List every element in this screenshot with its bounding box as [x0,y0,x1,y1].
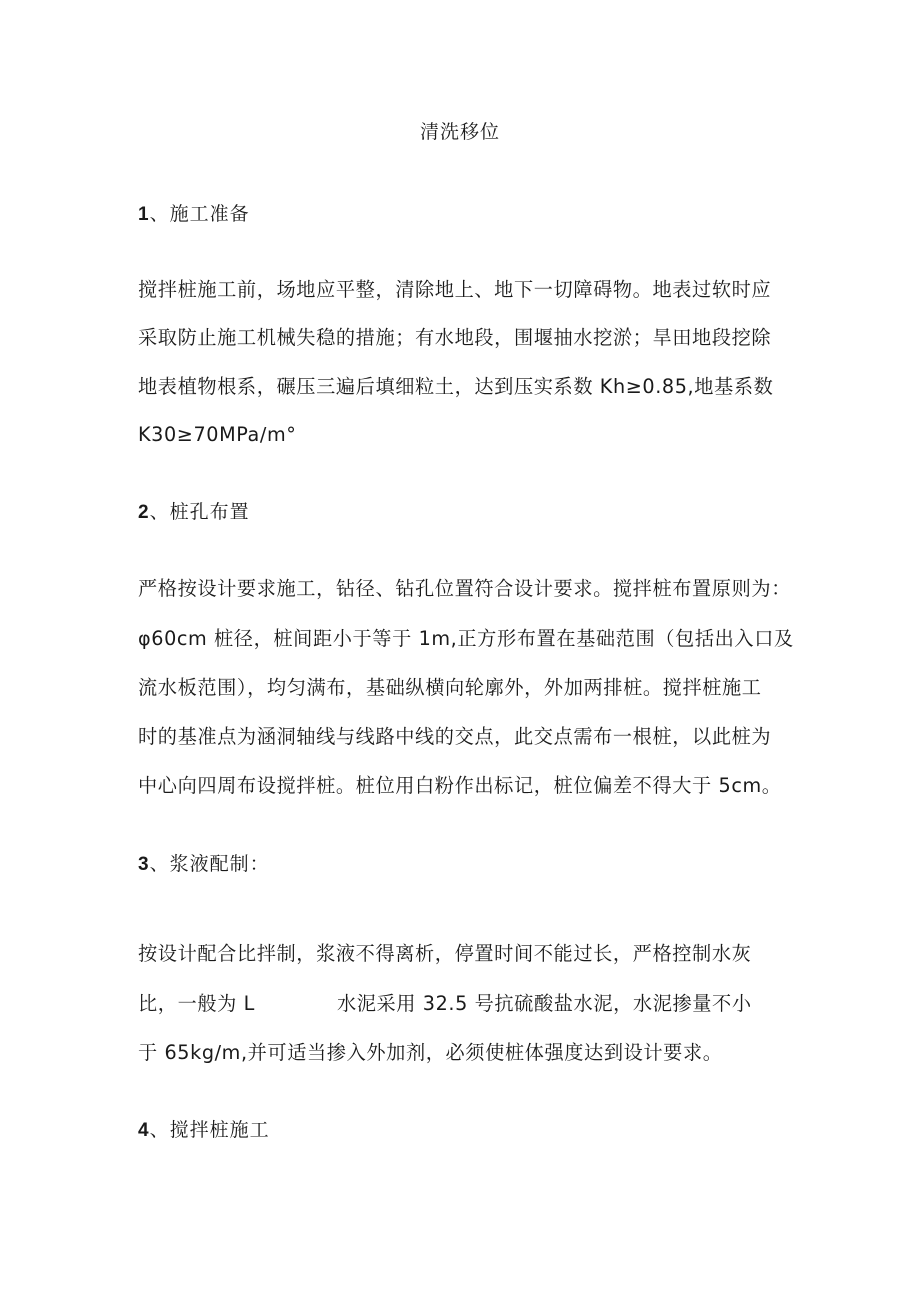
section-title: 、浆液配制： [149,853,270,875]
paragraph-line: 搅拌桩施工前，场地应平整，清除地上、地下一切障碍物。地表过软时应 [138,278,772,301]
paragraph-line: 严格按设计要求施工，钻径、钻孔位置符合设计要求。搅拌桩布置原则为： [138,577,791,600]
paragraph-line: 地表植物根系，碾压三遍后填细粒土，达到压实系数 Kh≥0.85,地基系数 [138,375,774,398]
line-segment: 比，一般为 L [138,992,255,1015]
page-title: 清洗移位 [419,121,500,143]
paragraph-line: φ60cm 桩径，桩间距小于等于 1m,正方形布置在基础范围（包括出入口及 [138,627,794,650]
section-title: 、搅拌桩施工 [149,1119,270,1141]
paragraph-line: K30≥70MPa∕m° [138,423,297,446]
section-heading-3 [138,850,270,879]
section-heading-2 [138,498,250,527]
section-title: 、桩孔布置 [149,501,250,523]
line-segment: 水泥采用 32.5 号抗硫酸盐水泥，水泥掺量不小 [336,992,752,1015]
section-title: 、施工准备 [149,203,250,225]
paragraph-line: 中心向四周布设搅拌桩。桩位用白粉作出标记，桩位偏差不得大于 5cm。 [138,774,782,797]
paragraph-line: 时的基准点为涵洞轴线与线路中线的交点，此交点需布一根桩，以此桩为 [138,725,772,748]
section-number: 4 [138,1120,150,1141]
section-number: 1 [138,204,150,225]
paragraph-line: 采取防止施工机械失稳的措施；有水地段，围堰抽水挖淤；旱田地段挖除 [138,326,772,349]
section-number: 3 [138,854,150,875]
section-heading-1 [138,200,250,229]
section-number: 2 [138,502,150,523]
paragraph-line: 于 65kg∕m,并可适当掺入外加剂，必须使桩体强度达到设计要求。 [138,1041,723,1064]
section-heading-4 [138,1116,270,1145]
paragraph-line: 按设计配合比拌制，浆液不得离析，停置时间不能过长，严格控制水灰 [138,942,752,965]
paragraph-line [138,990,752,1018]
paragraph-line: 流水板范围），均匀满布，基础纵横向轮廓外，外加两排桩。搅拌桩施工 [138,676,762,699]
